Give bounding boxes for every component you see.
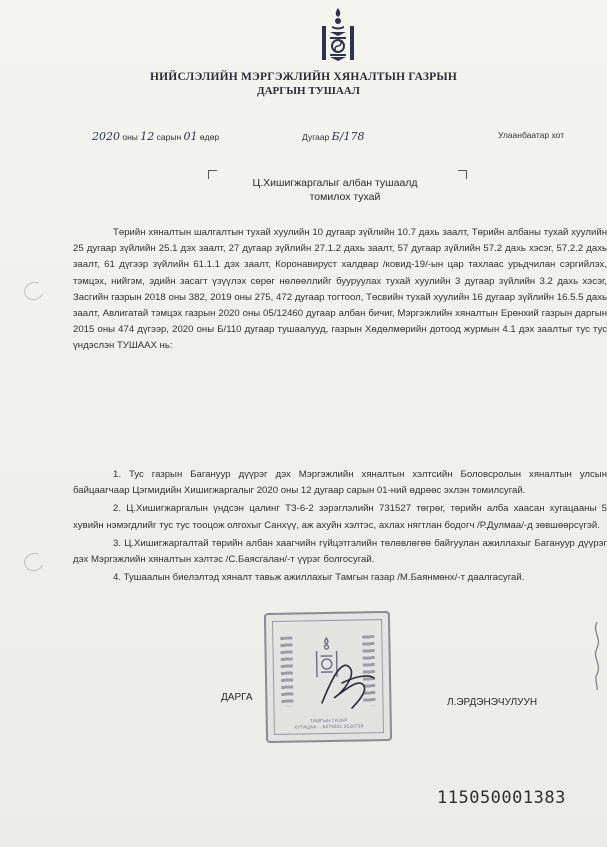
subject-line-2: томилох тухай <box>309 191 381 203</box>
subject-line-1: Ц.Хишигжаргалыг албан тушаалд <box>252 177 418 189</box>
order-number-label: Дугаар <box>302 132 330 142</box>
punch-hole-mark <box>22 279 47 303</box>
year-handwritten: 2020 <box>92 130 120 143</box>
stamp-mongolian-script-left <box>280 637 293 707</box>
side-handwriting-mark <box>588 620 606 692</box>
city-label: Улаанбаатар хот <box>498 130 565 140</box>
month-suffix: сарын <box>156 132 182 142</box>
order-item: 2. Ц.Хишигжаргалын үндсэн цалинг ТЗ-6-2 зэрэглэлийн 731527 төгрөг, төрийн алба хаасан хугацааны 5 хувийн нэмэгдлийг тус тус тооцож олгохыг Санхүү, аж ахуйн хэлтэс, ахлах нягтлан бодогч /Р.Дулмаа/-д зөвшөөрсүгэй. <box>73 503 607 531</box>
order-item: 1. Тус газрын Багануур дүүрэг дэх Мэргэжлийн хяналтын хэлтсийн Боловсролын хяналтын улсын байцаагчаар Цэгмидийн Хишигжаргалыг 2020 оны 12 дугаар сарын 01-ний өдрөөс эхлэн томилсугай. <box>73 469 607 497</box>
month-handwritten: 12 <box>140 130 155 143</box>
stamp-text-line: ХУГАЦАА ...6278581 9126738 <box>294 723 364 730</box>
signatory-name: Л.ЭРДЭНЭЧУЛУУН <box>447 697 538 708</box>
handwritten-signature <box>312 648 382 718</box>
preamble-paragraph <box>73 225 607 355</box>
order-number-handwritten: Б/178 <box>331 130 365 143</box>
day-handwritten: 01 <box>183 130 198 143</box>
order-item: 3. Ц.Хишигжаргалтай төрийн албан хаагчийн гүйцэтгэлийн төлөвлөгөө байгуулан ажиллахыг Багануур дүүрэг дэх Мэргэжлийн хяналтын хэлтэс /С.Баясгалан/-т үүрэг болгосугай. <box>73 537 607 566</box>
order-items <box>73 467 607 588</box>
signatory-title: ДАРГА <box>221 692 253 703</box>
year-suffix: оны <box>122 132 138 142</box>
order-item: 4. Тушаалын биелэлтэд хяналт тавьж ажиллахыг Тамгын газар /М.Баянмөнх/-т даалгасугай. <box>113 572 525 584</box>
registration-number: 115050001383 <box>437 788 566 808</box>
state-emblem-icon <box>318 6 358 64</box>
document-type: ДАРГЫН ТУШААЛ <box>257 85 360 97</box>
organization-title: НИЙСЛЭЛИЙН МЭРГЭЖЛИЙН ХЯНАЛТЫН ГАЗРЫН <box>150 71 457 83</box>
day-suffix: өдөр <box>199 132 220 142</box>
preamble-text: Төрийн хяналтын шалгалтын тухай хуулийн 10 дугаар зүйлийн 10.7 дахь заалт, Төрийн албаны тухай хуулийн 25 дугаар зүйлийн 25.1 дэх заалт, 27 дугаар зүйлийн 27.1.2 дахь заалт, 57 дугаар зүйлийн 57.2 дахь хэсэг, 57.2.2 дахь заалт, 61 дүгээр зүйлийн 61.1.1 дэх заалт, Коронавируст халдвар /ковид-19/-ын цар тахлаас урьдчилан сэргийлэх, тэмцэх, нийгэм, эдийн засагт үзүүлэх сөрөг нөлөөллийг бууруулах тухай хуулийн 3 дугаар зүйлийн 3.2 дахь хэсэг, Засгийн газрын 2018 оны 382, 2019 оны 275, 472 дугаар тогтоол, Төсвийн тухай хуулийн 16 дугаар зүйлийн 16.5.5 дахь заалт, Авлигатай тэмцэх газрын 2020 оны 05/12460 дугаар албан бичиг, Мэргэжлийн хяналтын Ерөнхий газрын даргын 2015 оны 474 дүгээр, 2020 оны Б/110 дугаар тушаалууд, газрын Хөдөлмөрийн дотоод журмын 4.1 дэх заалтыг тус тус үндэслэн ТУШААХ нь: <box>73 227 607 352</box>
date-line <box>92 130 219 143</box>
order-number-line <box>302 130 364 143</box>
stamp-text-line: ТАМГЫН ГАЗАР <box>309 717 348 724</box>
punch-hole-mark <box>22 550 47 574</box>
